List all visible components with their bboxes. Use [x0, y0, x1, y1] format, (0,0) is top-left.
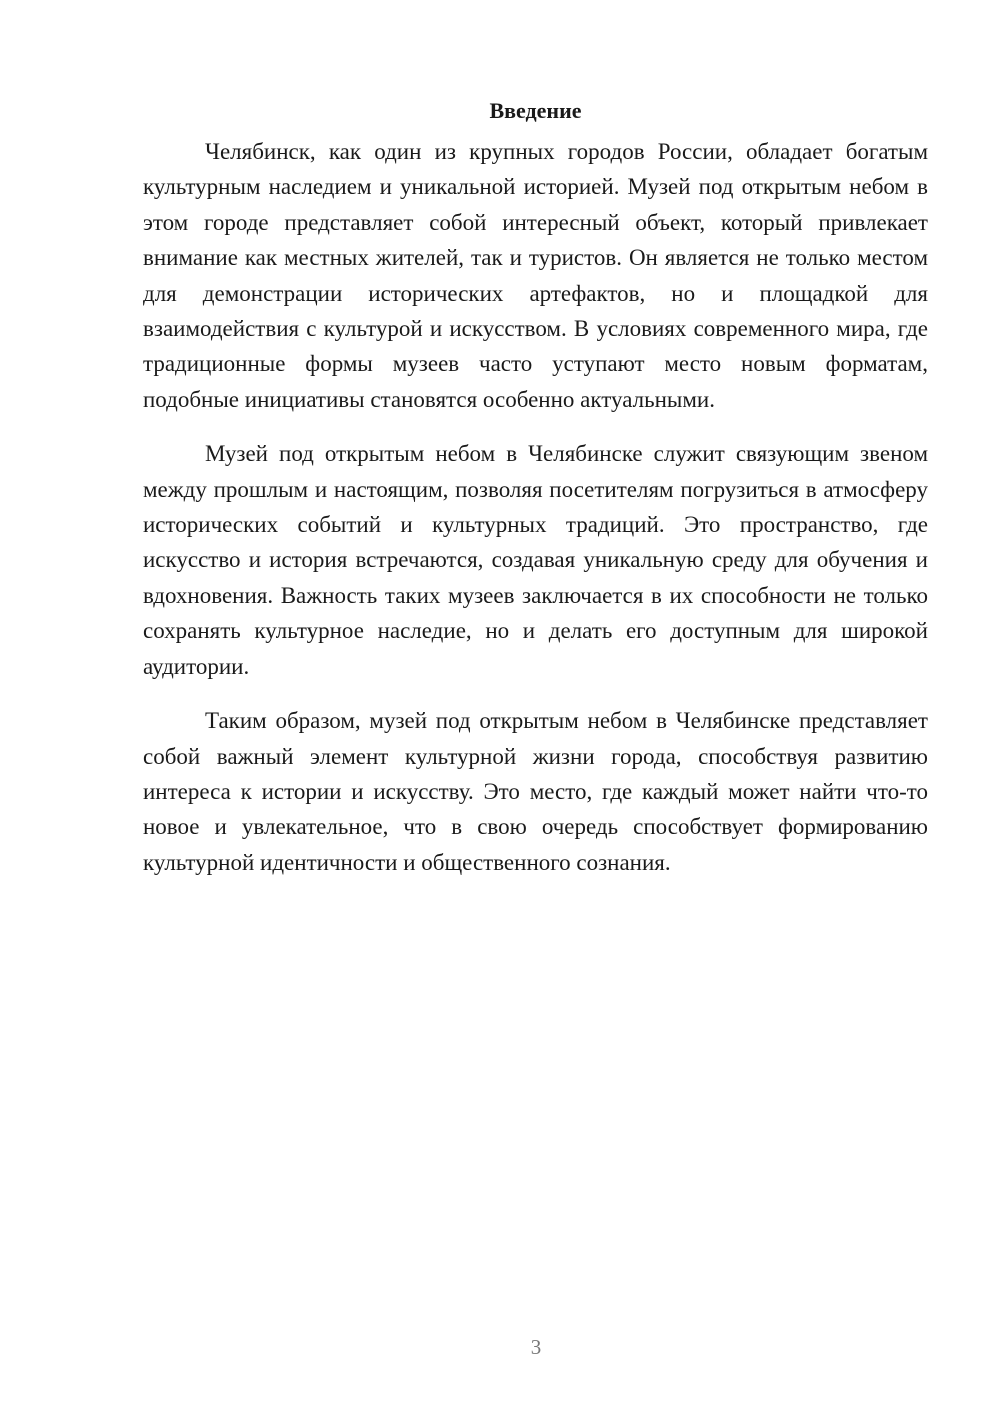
paragraph-2: Музей под открытым небом в Челябинске служит связующим звеном между прошлым и настоящим, позволяя посетителям погрузиться в атмосферу исторических событий и культурных традиций. Это пространство, где искусство и история встречаются, создавая уникальную среду для обучения и вдохновения. Важность таких музеев заключается в их способности не только сохранять культурное наследие, но и делать его доступным для широкой аудитории. — [143, 441, 928, 679]
paragraph-3: Таким образом, музей под открытым небом в Челябинске представляет собой важный элемент культурной жизни города, способствуя развитию интереса к истории и искусству. Это место, где каждый может найти что-то новое и увлекательное, что в свою очередь способствует формированию культурной идентичности и общественного сознания. — [143, 708, 928, 875]
page-number: 3 — [530, 1335, 542, 1359]
paragraph-1: Челябинск, как один из крупных городов России, обладает богатым культурным наследием и уникальной историей. Музей под открытым небом в этом городе представляет собой интересный объект, который привлекает внимание как местных жителей, так и туристов. Он является не только местом для демонстрации исторических артефактов, но и площадкой для взаимодействия с культурой и искусством. В условиях современного мира, где традиционные формы музеев часто уступают место новым форматам, подобные инициативы становятся особенно актуальными. — [143, 139, 928, 412]
section-title: Введение — [489, 98, 582, 123]
page-content — [143, 96, 928, 899]
